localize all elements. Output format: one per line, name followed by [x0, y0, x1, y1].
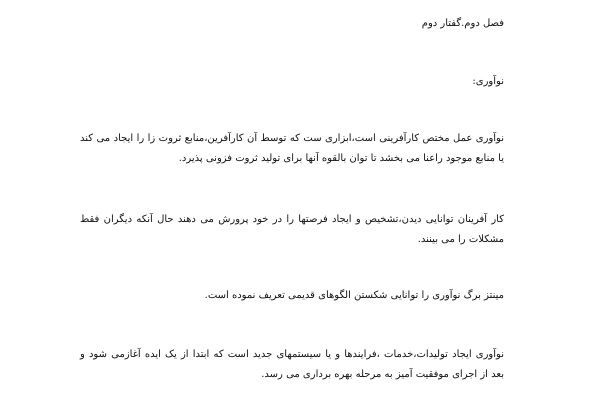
paragraph-3: مینتز برگ نوآوری را توانایی شکستن الگوهای قدیمی تعریف نموده است.	[204, 290, 504, 301]
paragraph-2: کار آفرینان توانایی دیدن،تشخیص و ایجاد فرصتها را در خود پرورش می دهند حال آنکه دیگران فقط مشکلات را می بینند.	[80, 214, 504, 245]
paragraph-1: نوآوری عمل مختص کارآفرینی است،ابزاری ست که توسط آن کارآفرین،منابع ثروت زا را ایجاد می کند یا منابع موجود راعنا می بخشد تا توان بالقوه آنها برای تولید ثروت فزونی پذیرد.	[80, 133, 504, 164]
section-heading: فصل دوم.گفتار دوم	[421, 18, 504, 29]
subheading-innovation: نوآوری:	[472, 76, 504, 87]
paragraph-4: نوآوری ایجاد تولیدات،خدمات ،فرایندها و یا سیستمهای جدید است که ابتدا از یک ایده آغازمی شود و بعد از اجرای موفقیت آمیز به مرحله بهره برداری می رسد.	[80, 349, 504, 380]
